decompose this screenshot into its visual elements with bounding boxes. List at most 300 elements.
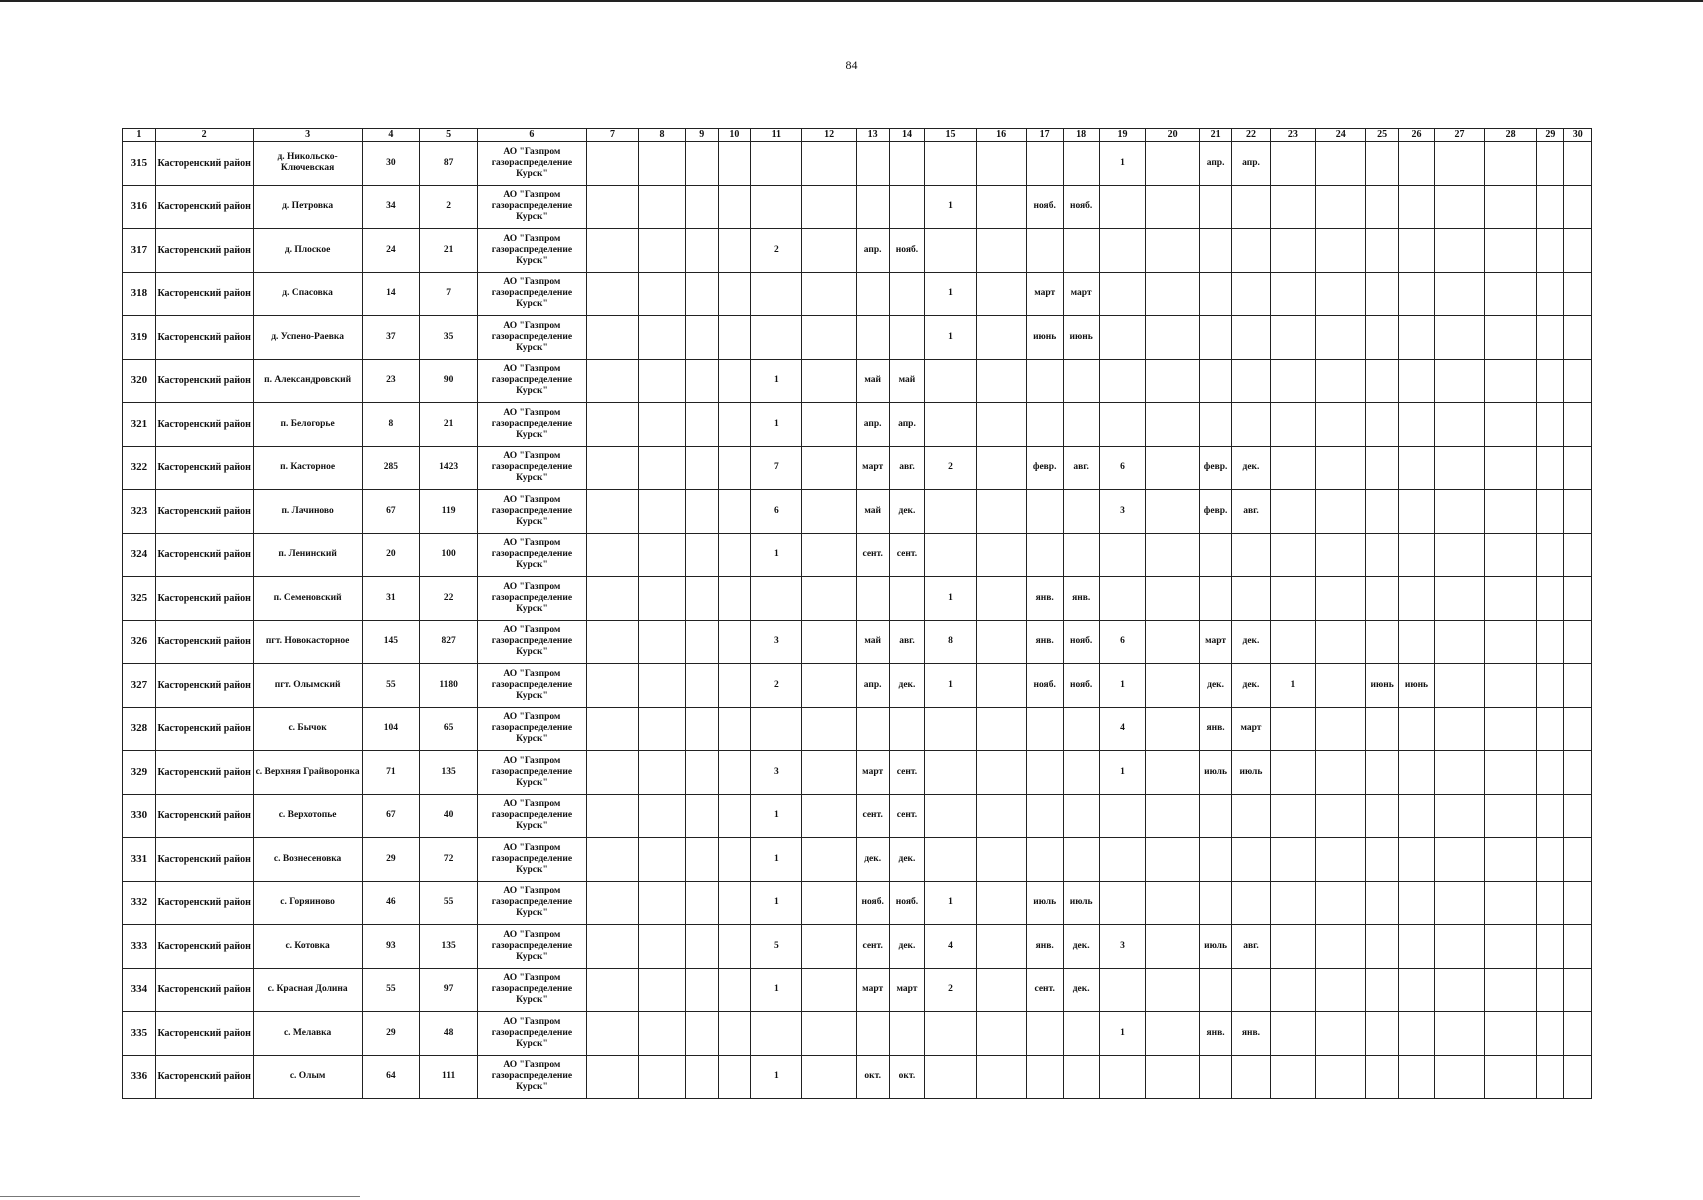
table-cell xyxy=(1485,838,1537,882)
table-cell xyxy=(685,577,718,621)
table-cell: март xyxy=(1232,707,1270,751)
table-cell xyxy=(1366,1012,1399,1056)
table-cell xyxy=(1026,403,1063,447)
table-cell xyxy=(1232,533,1270,577)
table-cell xyxy=(1146,838,1199,882)
table-cell xyxy=(1564,1055,1592,1099)
table-cell: Касторенский район xyxy=(155,1055,253,1099)
table-cell: Касторенский район xyxy=(155,142,253,186)
table-cell xyxy=(685,185,718,229)
table-cell: дек. xyxy=(1063,968,1099,1012)
table-cell xyxy=(1485,925,1537,969)
table-cell: 5 xyxy=(751,925,802,969)
table-cell xyxy=(1537,838,1564,882)
table-cell: 1 xyxy=(925,316,976,360)
table-cell xyxy=(1316,881,1366,925)
table-cell: нояб. xyxy=(1026,185,1063,229)
table-cell xyxy=(1146,751,1199,795)
table-cell: март xyxy=(856,751,889,795)
table-cell xyxy=(1270,751,1316,795)
table-cell: АО "Газпром газораспределение Курск" xyxy=(477,1012,586,1056)
table-cell xyxy=(1434,925,1484,969)
table-cell: АО "Газпром газораспределение Курск" xyxy=(477,316,586,360)
table-cell: нояб. xyxy=(1063,664,1099,708)
table-cell: окт. xyxy=(856,1055,889,1099)
table-cell: 23 xyxy=(362,359,420,403)
table-cell xyxy=(586,316,638,360)
table-cell: сент. xyxy=(856,925,889,969)
table-cell xyxy=(1537,185,1564,229)
table-cell: АО "Газпром газораспределение Курск" xyxy=(477,229,586,273)
column-header: 11 xyxy=(751,129,802,142)
table-cell xyxy=(1316,359,1366,403)
table-cell xyxy=(586,142,638,186)
table-cell xyxy=(802,968,856,1012)
table-cell xyxy=(1026,794,1063,838)
table-cell xyxy=(1366,403,1399,447)
table-cell xyxy=(685,707,718,751)
table-cell xyxy=(718,664,751,708)
table-cell xyxy=(802,316,856,360)
table-cell xyxy=(1366,925,1399,969)
table-cell xyxy=(751,1012,802,1056)
table-cell: пгт. Олымский xyxy=(253,664,362,708)
table-cell xyxy=(1270,707,1316,751)
table-cell: АО "Газпром газораспределение Курск" xyxy=(477,838,586,882)
table-cell xyxy=(1026,751,1063,795)
table-cell xyxy=(1146,403,1199,447)
table-cell xyxy=(802,403,856,447)
table-cell: март xyxy=(1199,620,1232,664)
table-cell xyxy=(802,577,856,621)
table-cell xyxy=(976,620,1026,664)
table-cell xyxy=(1399,142,1435,186)
table-cell xyxy=(802,794,856,838)
table-cell: АО "Газпром газораспределение Курск" xyxy=(477,620,586,664)
table-cell xyxy=(802,1055,856,1099)
table-cell xyxy=(1270,229,1316,273)
table-cell xyxy=(1316,838,1366,882)
table-cell: 335 xyxy=(123,1012,156,1056)
table-cell xyxy=(1434,968,1484,1012)
table-cell xyxy=(976,751,1026,795)
table-cell: Касторенский район xyxy=(155,359,253,403)
table-cell xyxy=(1232,577,1270,621)
table-cell: янв. xyxy=(1026,577,1063,621)
table-cell xyxy=(1564,185,1592,229)
table-cell xyxy=(718,925,751,969)
table-cell xyxy=(925,533,976,577)
table-cell: нояб. xyxy=(1063,185,1099,229)
table-cell: янв. xyxy=(1232,1012,1270,1056)
table-row xyxy=(123,664,1592,708)
table-cell xyxy=(802,620,856,664)
table-cell xyxy=(1399,577,1435,621)
table-cell xyxy=(1026,1012,1063,1056)
table-cell: нояб. xyxy=(889,229,925,273)
table-cell xyxy=(889,707,925,751)
table-cell xyxy=(1399,229,1435,273)
table-cell xyxy=(1270,968,1316,1012)
table-cell xyxy=(1316,316,1366,360)
table-cell xyxy=(639,968,686,1012)
table-cell xyxy=(1434,620,1484,664)
table-cell xyxy=(718,881,751,925)
table-cell: июль xyxy=(1199,751,1232,795)
table-cell: июнь xyxy=(1026,316,1063,360)
table-cell: 1 xyxy=(1099,751,1146,795)
table-cell: июнь xyxy=(1366,664,1399,708)
table-row xyxy=(123,794,1592,838)
table-cell xyxy=(586,968,638,1012)
table-cell: с. Верхотопье xyxy=(253,794,362,838)
table-cell: АО "Газпром газораспределение Курск" xyxy=(477,359,586,403)
table-cell: дек. xyxy=(856,838,889,882)
table-cell: 71 xyxy=(362,751,420,795)
table-cell: март xyxy=(856,446,889,490)
table-cell xyxy=(1537,751,1564,795)
table-cell: АО "Газпром газораспределение Курск" xyxy=(477,272,586,316)
table-cell xyxy=(639,620,686,664)
table-cell: Касторенский район xyxy=(155,838,253,882)
table-cell: апр. xyxy=(856,403,889,447)
table-cell: п. Белогорье xyxy=(253,403,362,447)
table-cell xyxy=(1537,359,1564,403)
table-cell xyxy=(1099,359,1146,403)
table-cell xyxy=(586,359,638,403)
table-body xyxy=(123,129,1592,1099)
table-cell xyxy=(1434,272,1484,316)
table-row xyxy=(123,272,1592,316)
table-cell xyxy=(1537,925,1564,969)
table-cell: 7 xyxy=(751,446,802,490)
table-cell: 8 xyxy=(925,620,976,664)
table-cell xyxy=(685,490,718,534)
table-cell: АО "Газпром газораспределение Курск" xyxy=(477,490,586,534)
table-cell xyxy=(1564,881,1592,925)
table-cell: Касторенский район xyxy=(155,229,253,273)
table-cell xyxy=(1485,620,1537,664)
table-cell xyxy=(976,316,1026,360)
table-cell xyxy=(1270,1012,1316,1056)
column-header: 4 xyxy=(362,129,420,142)
table-cell xyxy=(1146,707,1199,751)
table-cell xyxy=(1485,316,1537,360)
table-cell: 24 xyxy=(362,229,420,273)
table-cell xyxy=(1399,185,1435,229)
table-cell xyxy=(925,359,976,403)
table-cell xyxy=(1199,229,1232,273)
table-cell: янв. xyxy=(1026,925,1063,969)
table-cell: с. Бычок xyxy=(253,707,362,751)
table-cell: 31 xyxy=(362,577,420,621)
table-cell xyxy=(586,185,638,229)
table-cell: с. Котовка xyxy=(253,925,362,969)
table-cell xyxy=(802,359,856,403)
table-cell: 827 xyxy=(420,620,478,664)
table-cell xyxy=(1270,794,1316,838)
table-cell xyxy=(925,229,976,273)
table-cell xyxy=(1399,1012,1435,1056)
table-cell: 318 xyxy=(123,272,156,316)
table-cell xyxy=(1399,881,1435,925)
table-cell xyxy=(685,664,718,708)
table-cell: сент. xyxy=(856,533,889,577)
table-cell xyxy=(1485,446,1537,490)
table-cell: 2 xyxy=(751,664,802,708)
table-cell xyxy=(1063,751,1099,795)
top-border-line xyxy=(0,0,1703,2)
table-cell xyxy=(718,490,751,534)
table-cell: с. Мелавка xyxy=(253,1012,362,1056)
table-cell xyxy=(802,664,856,708)
table-cell xyxy=(976,359,1026,403)
table-cell xyxy=(1537,968,1564,1012)
table-cell xyxy=(718,403,751,447)
table-cell xyxy=(1399,403,1435,447)
table-cell xyxy=(889,1012,925,1056)
table-cell xyxy=(586,664,638,708)
table-cell xyxy=(1366,968,1399,1012)
table-cell xyxy=(1099,185,1146,229)
table-cell xyxy=(802,446,856,490)
table-cell xyxy=(1232,794,1270,838)
column-header: 16 xyxy=(976,129,1026,142)
table-cell: АО "Газпром газораспределение Курск" xyxy=(477,533,586,577)
table-cell xyxy=(976,1055,1026,1099)
table-cell xyxy=(925,142,976,186)
column-header: 29 xyxy=(1537,129,1564,142)
table-cell xyxy=(802,185,856,229)
table-cell xyxy=(1316,1055,1366,1099)
table-cell xyxy=(802,707,856,751)
table-cell xyxy=(586,620,638,664)
table-cell xyxy=(1316,142,1366,186)
column-header: 30 xyxy=(1564,129,1592,142)
table-cell: 93 xyxy=(362,925,420,969)
table-cell xyxy=(1485,664,1537,708)
table-cell xyxy=(1316,620,1366,664)
table-cell xyxy=(1434,664,1484,708)
table-cell: 2 xyxy=(751,229,802,273)
column-header: 15 xyxy=(925,129,976,142)
table-cell xyxy=(1270,881,1316,925)
table-row xyxy=(123,751,1592,795)
table-cell xyxy=(685,751,718,795)
table-row xyxy=(123,229,1592,273)
table-cell xyxy=(1399,925,1435,969)
table-cell: АО "Газпром газораспределение Курск" xyxy=(477,707,586,751)
table-cell xyxy=(1537,664,1564,708)
table-cell xyxy=(1270,533,1316,577)
table-cell xyxy=(976,794,1026,838)
table-cell xyxy=(1199,577,1232,621)
table-cell xyxy=(1434,881,1484,925)
table-cell xyxy=(1564,707,1592,751)
column-header: 25 xyxy=(1366,129,1399,142)
table-cell xyxy=(718,838,751,882)
table-cell xyxy=(1399,446,1435,490)
table-cell xyxy=(685,359,718,403)
table-cell xyxy=(1366,272,1399,316)
column-header: 17 xyxy=(1026,129,1063,142)
table-cell: 3 xyxy=(751,620,802,664)
table-cell xyxy=(1316,794,1366,838)
table-cell: дек. xyxy=(889,838,925,882)
table-cell xyxy=(1399,490,1435,534)
table-cell xyxy=(586,881,638,925)
column-header: 20 xyxy=(1146,129,1199,142)
table-cell xyxy=(1564,142,1592,186)
column-header: 2 xyxy=(155,129,253,142)
table-cell xyxy=(685,794,718,838)
table-cell xyxy=(1232,185,1270,229)
table-cell: 6 xyxy=(1099,446,1146,490)
table-cell xyxy=(1199,185,1232,229)
table-cell xyxy=(1434,1055,1484,1099)
table-cell xyxy=(1063,707,1099,751)
table-cell xyxy=(802,533,856,577)
table-cell: 8 xyxy=(362,403,420,447)
table-cell xyxy=(976,707,1026,751)
table-cell: май xyxy=(856,620,889,664)
table-cell: 331 xyxy=(123,838,156,882)
table-cell: 324 xyxy=(123,533,156,577)
column-header: 9 xyxy=(685,129,718,142)
table-cell: март xyxy=(889,968,925,1012)
table-cell: АО "Газпром газораспределение Курск" xyxy=(477,664,586,708)
table-cell: 333 xyxy=(123,925,156,969)
table-cell xyxy=(1316,707,1366,751)
table-cell xyxy=(639,185,686,229)
table-cell xyxy=(976,577,1026,621)
table-cell xyxy=(1399,533,1435,577)
table-cell xyxy=(1537,794,1564,838)
table-cell xyxy=(1564,533,1592,577)
table-cell xyxy=(1063,838,1099,882)
table-cell xyxy=(639,707,686,751)
table-cell xyxy=(1316,1012,1366,1056)
table-cell xyxy=(1537,403,1564,447)
table-cell: п. Александровский xyxy=(253,359,362,403)
table-cell xyxy=(889,316,925,360)
table-cell: март xyxy=(1063,272,1099,316)
table-cell: п. Лачиново xyxy=(253,490,362,534)
table-cell xyxy=(1232,403,1270,447)
table-cell xyxy=(889,142,925,186)
table-cell xyxy=(1485,533,1537,577)
table-cell xyxy=(586,707,638,751)
table-cell xyxy=(685,316,718,360)
table-cell xyxy=(1366,577,1399,621)
table-cell: нояб. xyxy=(1026,664,1063,708)
column-header: 1 xyxy=(123,129,156,142)
table-cell xyxy=(685,881,718,925)
table-cell xyxy=(1099,577,1146,621)
bottom-scan-line xyxy=(0,1196,360,1197)
table-cell: 2 xyxy=(925,446,976,490)
table-cell xyxy=(1434,1012,1484,1056)
table-cell xyxy=(718,751,751,795)
table-cell xyxy=(1099,794,1146,838)
table-cell xyxy=(685,968,718,1012)
table-cell xyxy=(856,577,889,621)
table-cell: с. Красная Долина xyxy=(253,968,362,1012)
table-cell: дек. xyxy=(1199,664,1232,708)
table-cell: 35 xyxy=(420,316,478,360)
table-cell xyxy=(1146,272,1199,316)
table-cell xyxy=(856,272,889,316)
table-cell: дек. xyxy=(1063,925,1099,969)
table-cell xyxy=(1146,359,1199,403)
table-cell xyxy=(1366,533,1399,577)
table-cell xyxy=(1146,1055,1199,1099)
column-header: 3 xyxy=(253,129,362,142)
table-cell xyxy=(1434,229,1484,273)
table-cell: 90 xyxy=(420,359,478,403)
table-cell xyxy=(586,751,638,795)
table-cell xyxy=(1366,838,1399,882)
table-cell xyxy=(586,490,638,534)
table-cell xyxy=(718,794,751,838)
table-cell xyxy=(1232,316,1270,360)
table-cell: с. Верхняя Грайворонка xyxy=(253,751,362,795)
table-cell xyxy=(1146,1012,1199,1056)
table-cell xyxy=(1063,359,1099,403)
table-cell xyxy=(586,229,638,273)
table-cell: май xyxy=(889,359,925,403)
table-cell xyxy=(925,403,976,447)
table-cell xyxy=(856,707,889,751)
table-cell: 1 xyxy=(1099,664,1146,708)
table-cell: п. Касторное xyxy=(253,446,362,490)
table-cell: 285 xyxy=(362,446,420,490)
table-cell: сент. xyxy=(889,751,925,795)
table-cell: окт. xyxy=(889,1055,925,1099)
table-cell: авг. xyxy=(1232,490,1270,534)
table-cell: АО "Газпром газораспределение Курск" xyxy=(477,925,586,969)
table-cell xyxy=(685,403,718,447)
table-cell xyxy=(856,185,889,229)
table-cell xyxy=(1270,620,1316,664)
table-cell: 1 xyxy=(751,968,802,1012)
table-cell xyxy=(586,403,638,447)
table-row xyxy=(123,185,1592,229)
table-cell: май xyxy=(856,359,889,403)
table-cell: янв. xyxy=(1063,577,1099,621)
table-cell xyxy=(925,794,976,838)
table-cell: 29 xyxy=(362,838,420,882)
table-cell: пгт. Новокасторное xyxy=(253,620,362,664)
table-cell xyxy=(1063,490,1099,534)
table-cell: Касторенский район xyxy=(155,664,253,708)
table-cell: Касторенский район xyxy=(155,185,253,229)
table-cell: 1 xyxy=(925,881,976,925)
table-cell xyxy=(1564,272,1592,316)
table-cell xyxy=(1434,577,1484,621)
table-cell xyxy=(856,1012,889,1056)
table-cell xyxy=(685,446,718,490)
table-cell: янв. xyxy=(1199,707,1232,751)
table-cell xyxy=(718,577,751,621)
table-cell xyxy=(1434,490,1484,534)
column-header: 18 xyxy=(1063,129,1099,142)
table-cell xyxy=(586,794,638,838)
table-cell: АО "Газпром газораспределение Курск" xyxy=(477,968,586,1012)
table-cell xyxy=(1537,1055,1564,1099)
table-cell xyxy=(1026,838,1063,882)
table-cell: июль xyxy=(1232,751,1270,795)
